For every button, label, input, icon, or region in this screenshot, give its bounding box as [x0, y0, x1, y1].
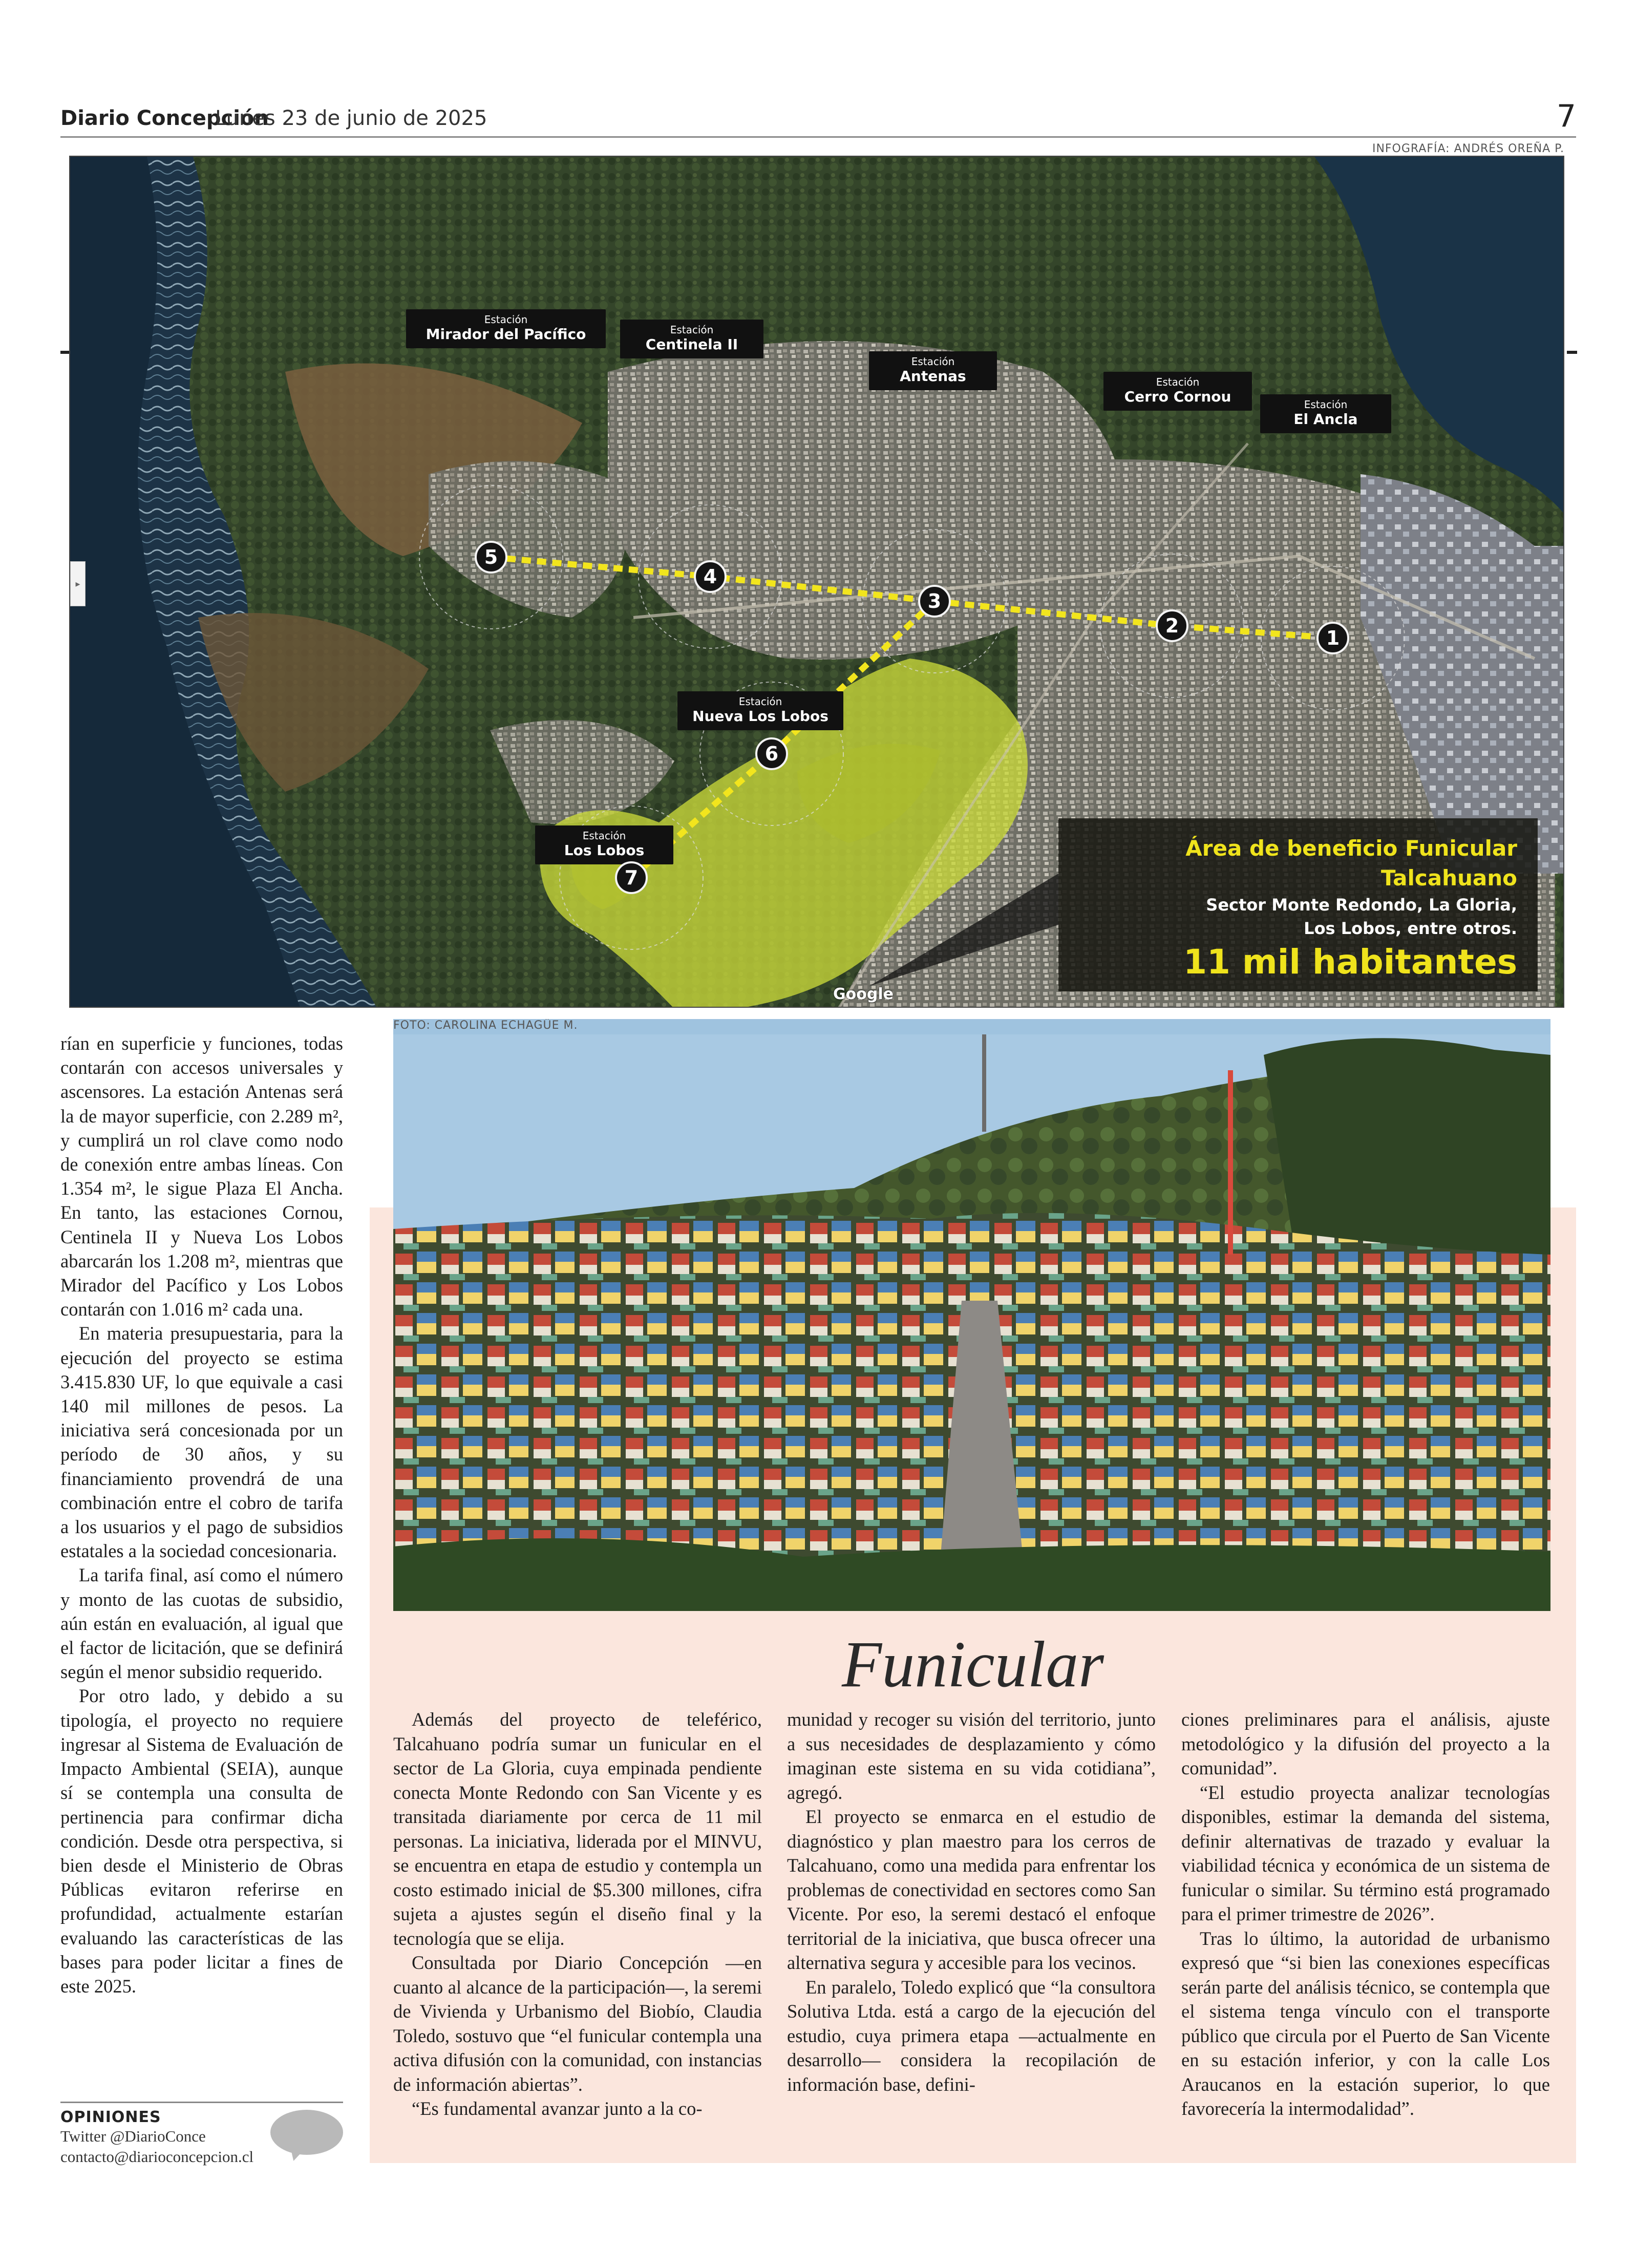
page-number: 7: [1556, 98, 1576, 134]
feature-paragraph: El proyecto se enmarca en el estudio de diagnóstico y plan maestro para los cerros de Talcahuano, como una medida para enfrentar los problemas de conectividad en sectores como San Vicente. Por eso, la seremi destacó el enfoque territorial de la iniciativa, que busca ofrecer una alternativa segura y accesible para los vecinos.: [787, 1806, 1156, 1973]
issue-date: Lunes 23 de junio de 2025: [215, 107, 487, 130]
station-label-antenas: Estación Antenas: [869, 351, 997, 390]
station-label-nueva-los-lobos: Estación Nueva Los Lobos: [677, 691, 843, 730]
margin-mark-right: [1567, 351, 1577, 354]
feature-paragraph: En paralelo, Toledo explicó que “la consultora Solutiva Ltda. está a cargo de la ejecución del estudio, cuya primera etapa —actualmente en desarrollo— considera la recopilación de información base, defini-: [787, 1976, 1156, 2095]
feature-column-3: [1181, 1707, 1550, 2121]
feature-column-1: [393, 1707, 762, 2121]
hillside-photo-image: [393, 1034, 1550, 1611]
infographic-credit: INFOGRAFÍA: ANDRÉS OREÑA P.: [1372, 142, 1564, 155]
station-node-4: 4: [694, 560, 727, 593]
speech-bubble-icon: [270, 2110, 343, 2155]
left-paragraph: En materia presupuestaria, para la ejecución del proyecto se estima 3.415.830 UF, lo que equivale a casi 140 mil millones de pesos. La iniciativa será concesionada por un período de 30 años, y su financiamiento provendrá de una combinación entre el cobro de tarifa a los usuarios y el pago de subsidios estatales a la sociedad concesionaria.: [60, 1323, 343, 1562]
station-node-3: 3: [918, 585, 951, 618]
station-label-cerro-cornou: Estación Cerro Cornou: [1103, 372, 1252, 411]
header-rule: [60, 136, 1576, 138]
station-label-centinela-ii: Estación Centinela II: [620, 320, 763, 358]
feature-paragraph: Además del proyecto de teleférico, Talcahuano podría sumar un funicular en el sector de La Gloria, cuya empinada pendiente conecta Monte Redondo con San Vicente y es transitada diariamente por cerca de 11 mil personas. La iniciativa, liderada por el MINVU, se encuentra en etapa de estudio y contempla un costo estimado inicial de $5.300 millones, cifra sujeta a ajustes según el diseño final y la tecnología que se elija.: [393, 1709, 762, 1949]
feature-paragraph: “El estudio proyecta analizar tecnologías disponibles, estimar la demanda del sistema, definir alternativas de trazado y evaluar la viabilidad técnica y económica de un sistema de funicular o similar. Su término está programado para el primer trimestre de 2026”.: [1181, 1782, 1550, 1924]
article-left-column: [60, 1031, 343, 1998]
map-attribution: Google: [833, 985, 894, 1003]
newspaper-name: Diario Concepción: [60, 107, 269, 130]
masthead: [60, 98, 1576, 135]
benefit-sectors-line2: Los Lobos, entre otros.: [1304, 919, 1517, 938]
station-node-2: 2: [1156, 609, 1188, 642]
opinions-email[interactable]: contacto@diarioconcepcion.cl: [60, 2148, 254, 2166]
benefit-sectors-line1: Sector Monte Redondo, La Gloria,: [1206, 895, 1517, 915]
side-tab: ▸: [70, 561, 86, 606]
benefit-title: Área de beneficio Funicular Talcahuano: [1185, 836, 1517, 891]
left-paragraph: La tarifa final, así como el número y monto de las cuotas de subsidio, aún están en evaluación, al igual que el factor de licitación, que se definirá según el menor subsidio requerido.: [60, 1564, 343, 1683]
hillside-photo: [393, 1034, 1550, 1611]
station-node-1: 1: [1316, 622, 1349, 654]
benefit-population: 11 mil habitantes: [1183, 942, 1517, 982]
photo-credit: FOTO: CAROLINA ECHAGÜE M.: [393, 1019, 1550, 1596]
feature-paragraph: munidad y recoger su visión del territorio, junto a sus necesidades de desplazamiento y cómo imaginan este sistema en su vida cotidiana”, agregó.: [787, 1709, 1156, 1803]
station-label-el-ancla: Estación El Ancla: [1260, 394, 1391, 433]
left-paragraph: Por otro lado, y debido a su tipología, el proyecto no requiere ingresar al Sistema de Evaluación de Impacto Ambiental (SEIA), aunque sí se contempla una consulta de pertinencia para confirmar dicha condición. Desde otra perspectiva, si bien desde el Ministerio de Obras Públicas evitaron referirse en profundidad, actualmente estarían evaluando las características de las bases para poder licitar a fines de este 2025.: [60, 1685, 343, 1997]
station-node-6: 6: [755, 737, 788, 770]
feature-paragraph: Consultada por Diario Concepción —en cuanto al alcance de la participación—, la seremi de Vivienda y Urbanismo del Biobío, Claudia Toledo, sostuvo que “el funicular contempla una activa difusión con la comunidad, con instancias de información abiertas”.: [393, 1952, 762, 2095]
station-label-los-lobos: Estación Los Lobos: [535, 825, 673, 864]
opinions-title: OPINIONES: [60, 2108, 161, 2126]
left-paragraph: rían en superficie y funciones, todas contarán con accesos universales y ascensores. La estación Antenas será la de mayor superficie, con 2.289 m², y cumplirá un rol clave como nodo de conexión entre ambas líneas. Con 1.354 m², le sigue Plaza El Ancha. En tanto, las estaciones Cornou, Centinela II y Nueva Los Lobos abarcarán los 1.208 m², mientras que Mirador del Pacífico y Los Lobos contarán con 1.016 m² cada una.: [60, 1033, 343, 1320]
opinions-twitter[interactable]: Twitter @DiarioConce: [60, 2127, 206, 2145]
station-node-5: 5: [475, 541, 507, 574]
feature-column-2: [787, 1707, 1156, 2096]
feature-paragraph: “Es fundamental avanzar junto a la co-: [412, 2098, 703, 2119]
benefit-area-box: [1058, 818, 1538, 991]
feature-paragraph: Tras lo último, la autoridad de urbanismo expresó que “si bien las conexiones específicas serán parte del análisis técnico, se contempla que el sistema tenga vínculo con el transporte público que circula por el Puerto de San Vicente en su estación inferior, y con la calle Los Araucanos en la estación superior, lo que favorecería la intermodalidad”.: [1181, 1927, 1550, 2119]
route-line-branch: [631, 601, 934, 878]
feature-title: Funicular: [842, 1628, 1104, 1701]
infographic-map: [69, 156, 1564, 1008]
station-label-mirador-del-pacifico: Estación Mirador del Pacífico: [406, 309, 606, 348]
station-node-7: 7: [615, 861, 648, 894]
feature-paragraph: ciones preliminares para el análisis, ajuste metodológico y la difusión del proyecto a la comunidad”.: [1181, 1709, 1550, 1778]
